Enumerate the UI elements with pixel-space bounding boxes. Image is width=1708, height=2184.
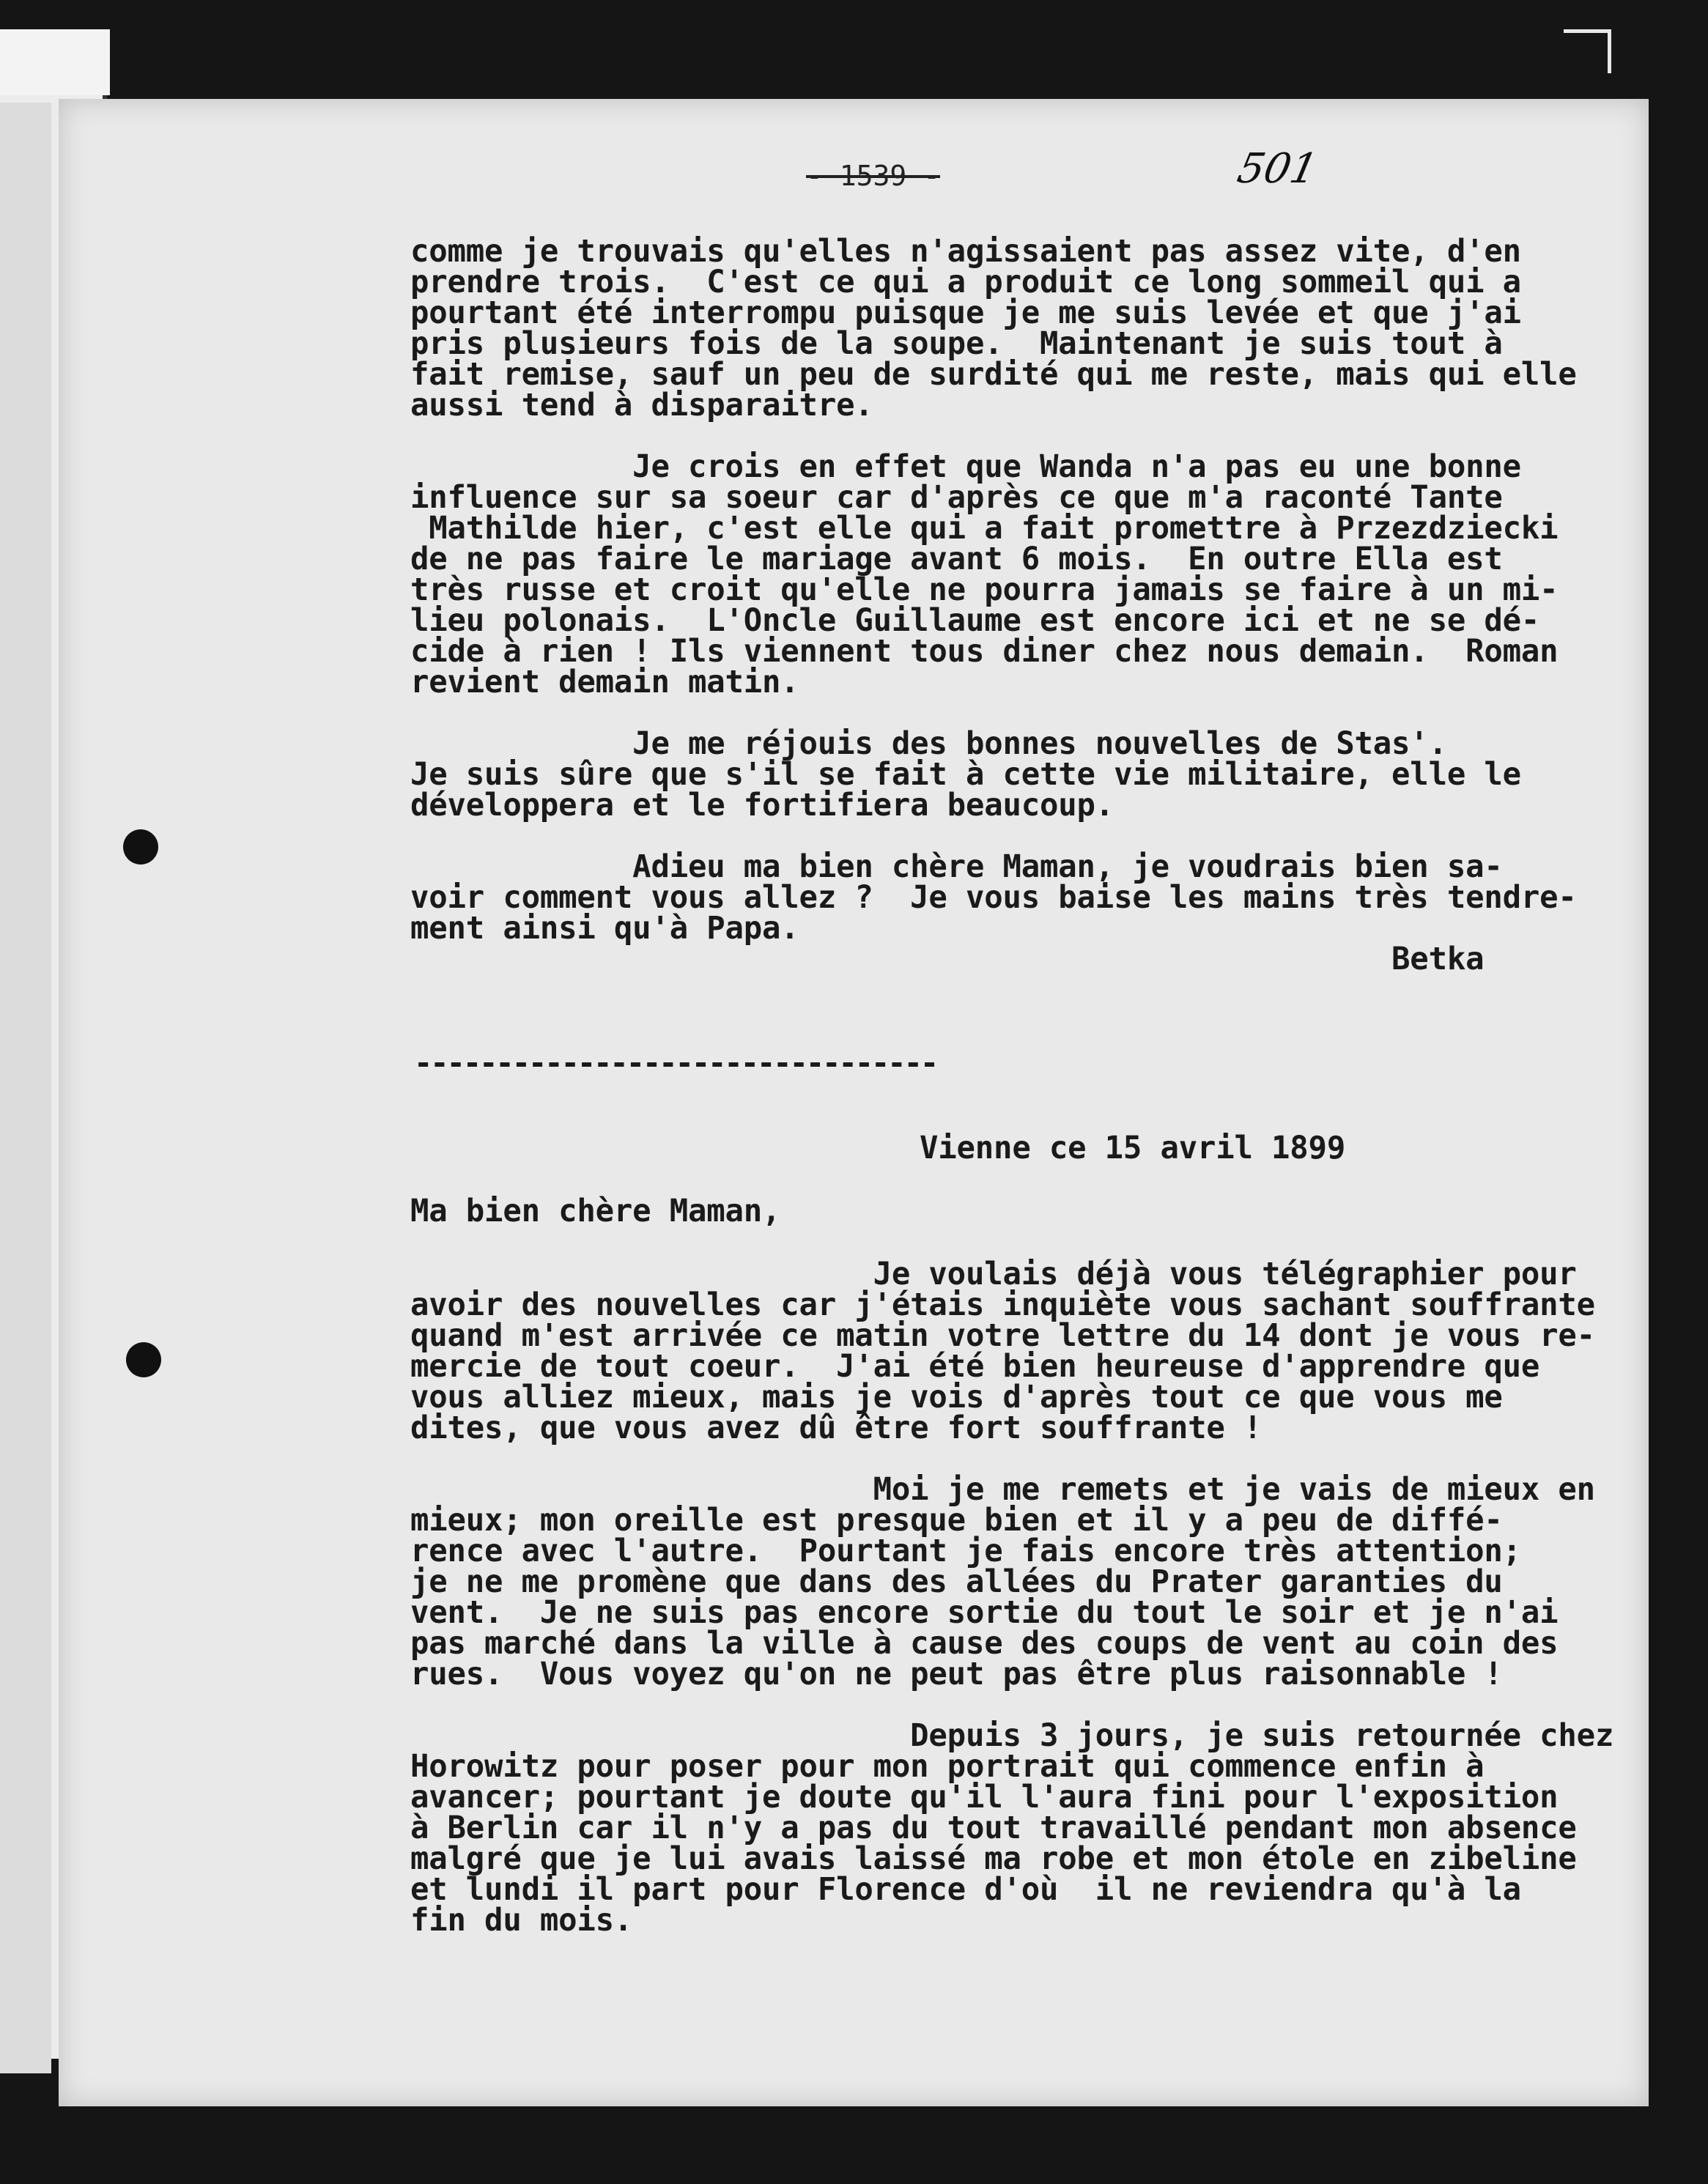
text-line: lieu polonais. L'Oncle Guillaume est encore ici et ne se dé- — [410, 602, 1540, 638]
text-line: mercie de tout coeur. J'ai été bien heureuse d'apprendre que — [410, 1348, 1540, 1384]
crop-mark — [1564, 29, 1611, 73]
text-line: vous alliez mieux, mais je vois d'après tout ce que vous me — [410, 1379, 1503, 1415]
text-line: rence avec l'autre. Pourtant je fais encore très attention; — [410, 1533, 1521, 1569]
handwritten-folio-number: 501 — [1233, 145, 1322, 193]
text-line: Je me réjouis des bonnes nouvelles de Stas'. — [410, 725, 1447, 761]
text-line: avoir des nouvelles car j'étais inquiète vous sachant souffrante — [410, 1287, 1595, 1322]
letter-1-body — [410, 233, 1577, 977]
letter-2-place-date: Vienne ce 15 avril 1899 — [920, 1130, 1346, 1166]
letter-2-salutation: Ma bien chère Maman, — [410, 1193, 781, 1229]
text-line: malgré que je lui avais laissé ma robe et mon étole en zibeline — [410, 1840, 1577, 1876]
text-line: Adieu ma bien chère Maman, je voudrais bien sa- — [410, 848, 1503, 884]
text-line: pas marché dans la ville à cause des coups de vent au coin des — [410, 1625, 1559, 1661]
page-edge-shadow — [0, 103, 51, 2073]
text-line: mieux; mon oreille est presque bien et il y a peu de diffé- — [410, 1502, 1503, 1538]
text-line: cide à rien ! Ils viennent tous diner chez nous demain. Roman — [410, 633, 1559, 669]
text-line: prendre trois. C'est ce qui a produit ce long sommeil qui a — [410, 264, 1521, 300]
text-line: ment ainsi qu'à Papa. — [410, 910, 799, 946]
typed-page-number: - 1539 - — [806, 160, 941, 192]
text-line: dites, que vous avez dû être fort souffrante ! — [410, 1410, 1262, 1445]
text-line: à Berlin car il n'y a pas du tout travaillé pendant mon absence — [410, 1810, 1577, 1846]
text-line: Depuis 3 jours, je suis retournée chez — [410, 1717, 1614, 1753]
text-line: vent. Je ne suis pas encore sortie du tout le soir et je n'ai — [410, 1594, 1559, 1630]
text-line: Je crois en effet que Wanda n'a pas eu une bonne — [410, 448, 1521, 484]
punch-hole-lower — [126, 1342, 161, 1377]
text-line: revient demain matin. — [410, 664, 799, 700]
text-line: pris plusieurs fois de la soupe. Maintenant je suis tout à — [410, 325, 1503, 361]
text-line: Mathilde hier, c'est elle qui a fait promettre à Przezdziecki — [410, 510, 1559, 546]
text-line — [410, 821, 1577, 851]
text-line: fait remise, sauf un peu de surdité qui me reste, mais qui elle — [410, 356, 1577, 392]
letter-separator-line: -------------------------------- — [414, 1045, 937, 1081]
text-line: très russe et croit qu'elle ne pourra jamais se faire à un mi- — [410, 571, 1559, 607]
text-line: Moi je me remets et je vais de mieux en — [410, 1471, 1595, 1507]
punch-hole-upper — [123, 829, 158, 865]
text-line: rues. Vous voyez qu'on ne peut pas être plus raisonnable ! — [410, 1656, 1503, 1692]
text-line: quand m'est arrivée ce matin votre lettre du 14 dont je vous re- — [410, 1317, 1595, 1353]
text-line — [410, 697, 1577, 728]
text-line: je ne me promène que dans des allées du Prater garanties du — [410, 1563, 1503, 1599]
text-line: pourtant été interrompu puisque je me suis levée et que j'ai — [410, 295, 1521, 330]
text-line: Je suis sûre que s'il se fait à cette vie militaire, elle le — [410, 756, 1521, 792]
text-line — [410, 421, 1577, 451]
text-line: Betka — [410, 941, 1485, 977]
text-line: et lundi il part pour Florence d'où il ne reviendra qu'à la — [410, 1871, 1521, 1907]
text-line: aussi tend à disparaitre. — [410, 387, 873, 423]
corner-tab — [0, 29, 110, 95]
text-line — [410, 1443, 1613, 1474]
text-line: fin du mois. — [410, 1902, 633, 1938]
text-line: de ne pas faire le mariage avant 6 mois. En outre Ella est — [410, 541, 1503, 577]
text-line — [410, 1689, 1613, 1720]
text-line: voir comment vous allez ? Je vous baise les mains très tendre- — [410, 879, 1577, 915]
text-line: développera et le fortifiera beaucoup. — [410, 787, 1114, 823]
text-line: comme je trouvais qu'elles n'agissaient pas assez vite, d'en — [410, 233, 1521, 269]
text-line: influence sur sa soeur car d'après ce que m'a raconté Tante — [410, 479, 1503, 515]
text-line: avancer; pourtant je doute qu'il l'aura fini pour l'exposition — [410, 1779, 1559, 1815]
text-line: Horowitz pour poser pour mon portrait qui commence enfin à — [410, 1748, 1485, 1784]
letter-2-body — [410, 1256, 1614, 1938]
text-line: Je voulais déjà vous télégraphier pour — [410, 1256, 1577, 1292]
